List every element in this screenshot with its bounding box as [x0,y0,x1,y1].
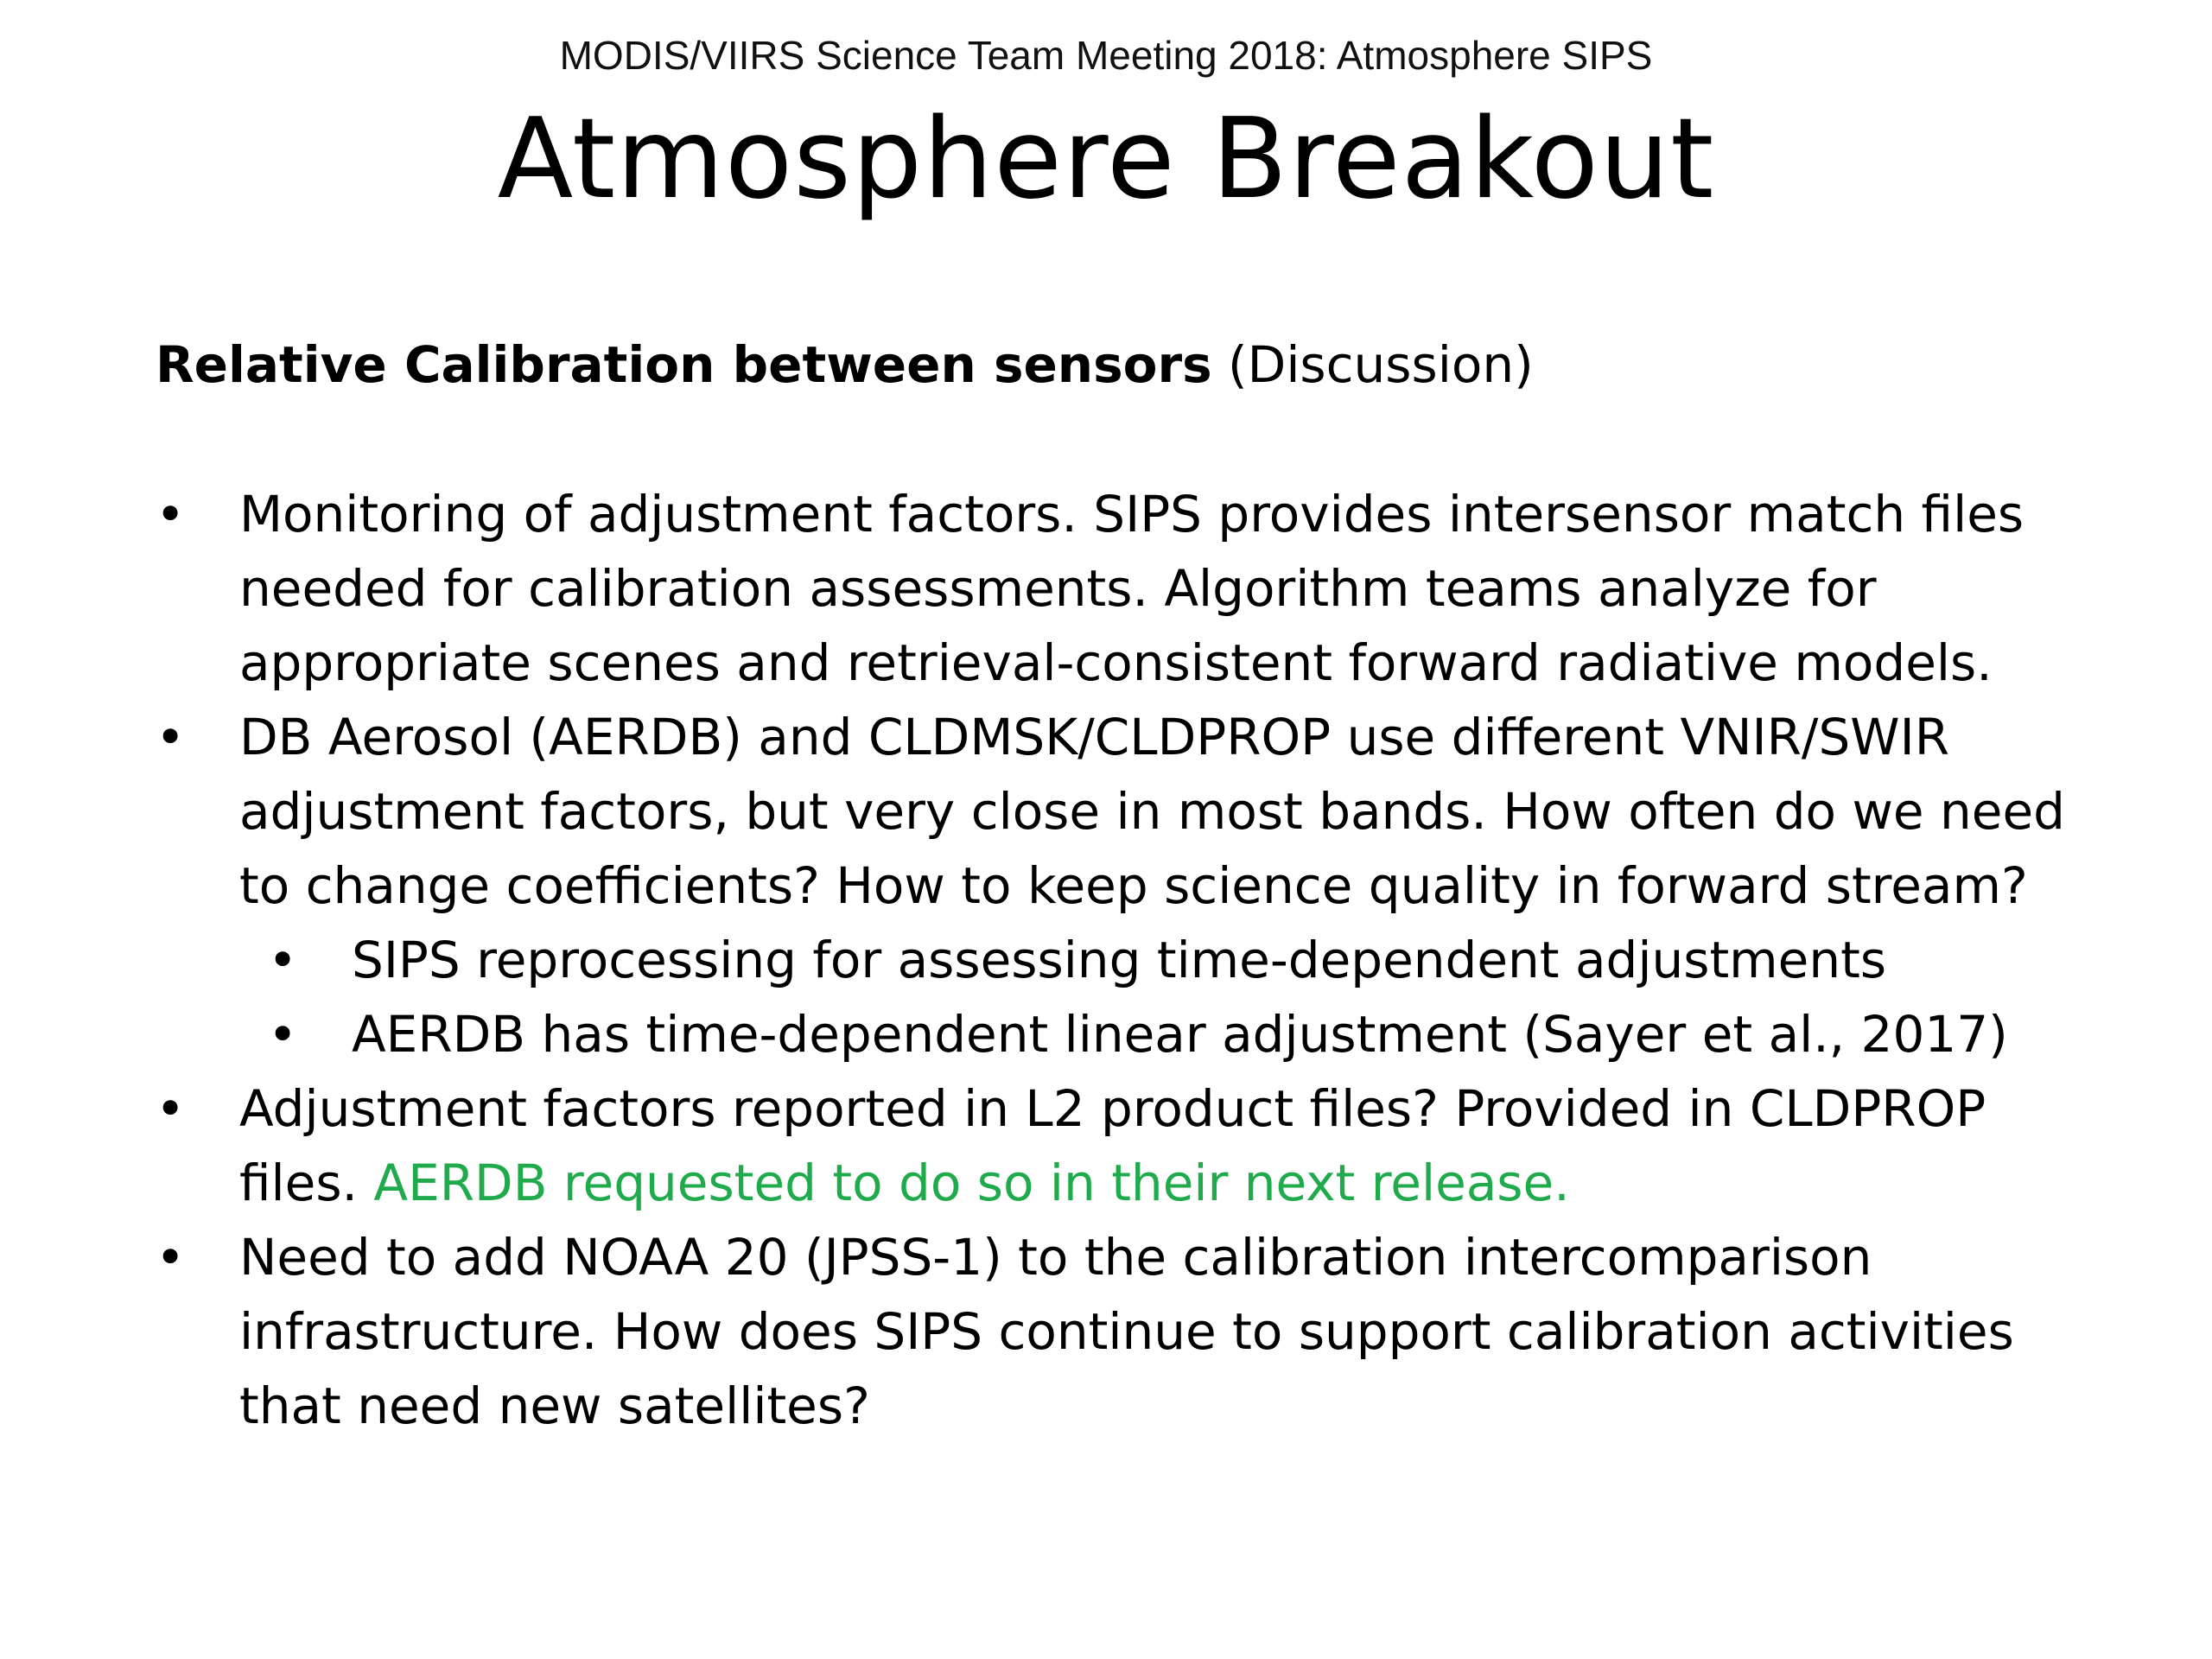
section-heading [156,328,1534,401]
bullet-icon: • [268,931,298,989]
section-heading-note: (Discussion) [1211,335,1534,394]
section-heading-bold: Relative Calibration between sensors [156,335,1212,394]
bullet-list [156,477,2108,1443]
sub-bullet-item [156,997,2108,1071]
slide-title: Atmosphere Breakout [497,95,1715,224]
bullet-icon: • [156,1079,186,1138]
sub-bullet-text: SIPS reprocessing for assessing time-dependent adjustments [352,931,1887,989]
bullet-text: Adjustment factors reported in L2 product files? Provided in CLDPROP files. [239,1079,1986,1212]
sub-bullet-text: AERDB has time-dependent linear adjustment (Sayer et al., 2017) [352,1005,2008,1064]
bullet-text: Need to add NOAA 20 (JPSS-1) to the calibration intercomparison infrastructure. How does SIPS continue to support calibration activities that need new satellites? [239,1228,2014,1435]
bullet-text: DB Aerosol (AERDB) and CLDMSK/CLDPROP use different VNIR/SWIR adjustment factors, but very close in most bands. How often do we need to change coefficients? How to keep science quality in forward stream? [239,708,2065,915]
bullet-item [156,1071,2108,1220]
bullet-text: Monitoring of adjustment factors. SIPS provides intersensor match files needed for calibration assessments. Algorithm teams analyze for appropriate scenes and retrieval-consistent forward radiative models. [239,485,2024,692]
sub-bullet-list [239,923,2108,1071]
meeting-header: MODIS/VIIRS Science Team Meeting 2018: Atmosphere SIPS [559,33,1653,78]
highlighted-text: AERDB requested to do so in their next release. [373,1154,1570,1212]
bullet-item [156,477,2108,700]
sub-bullet-item [156,923,2108,997]
bullet-icon: • [268,1005,298,1064]
bullet-icon: • [156,485,186,543]
bullet-item [156,700,2108,1071]
bullet-icon: • [156,1228,186,1287]
bullet-icon: • [156,708,186,766]
bullet-item [156,1220,2108,1443]
